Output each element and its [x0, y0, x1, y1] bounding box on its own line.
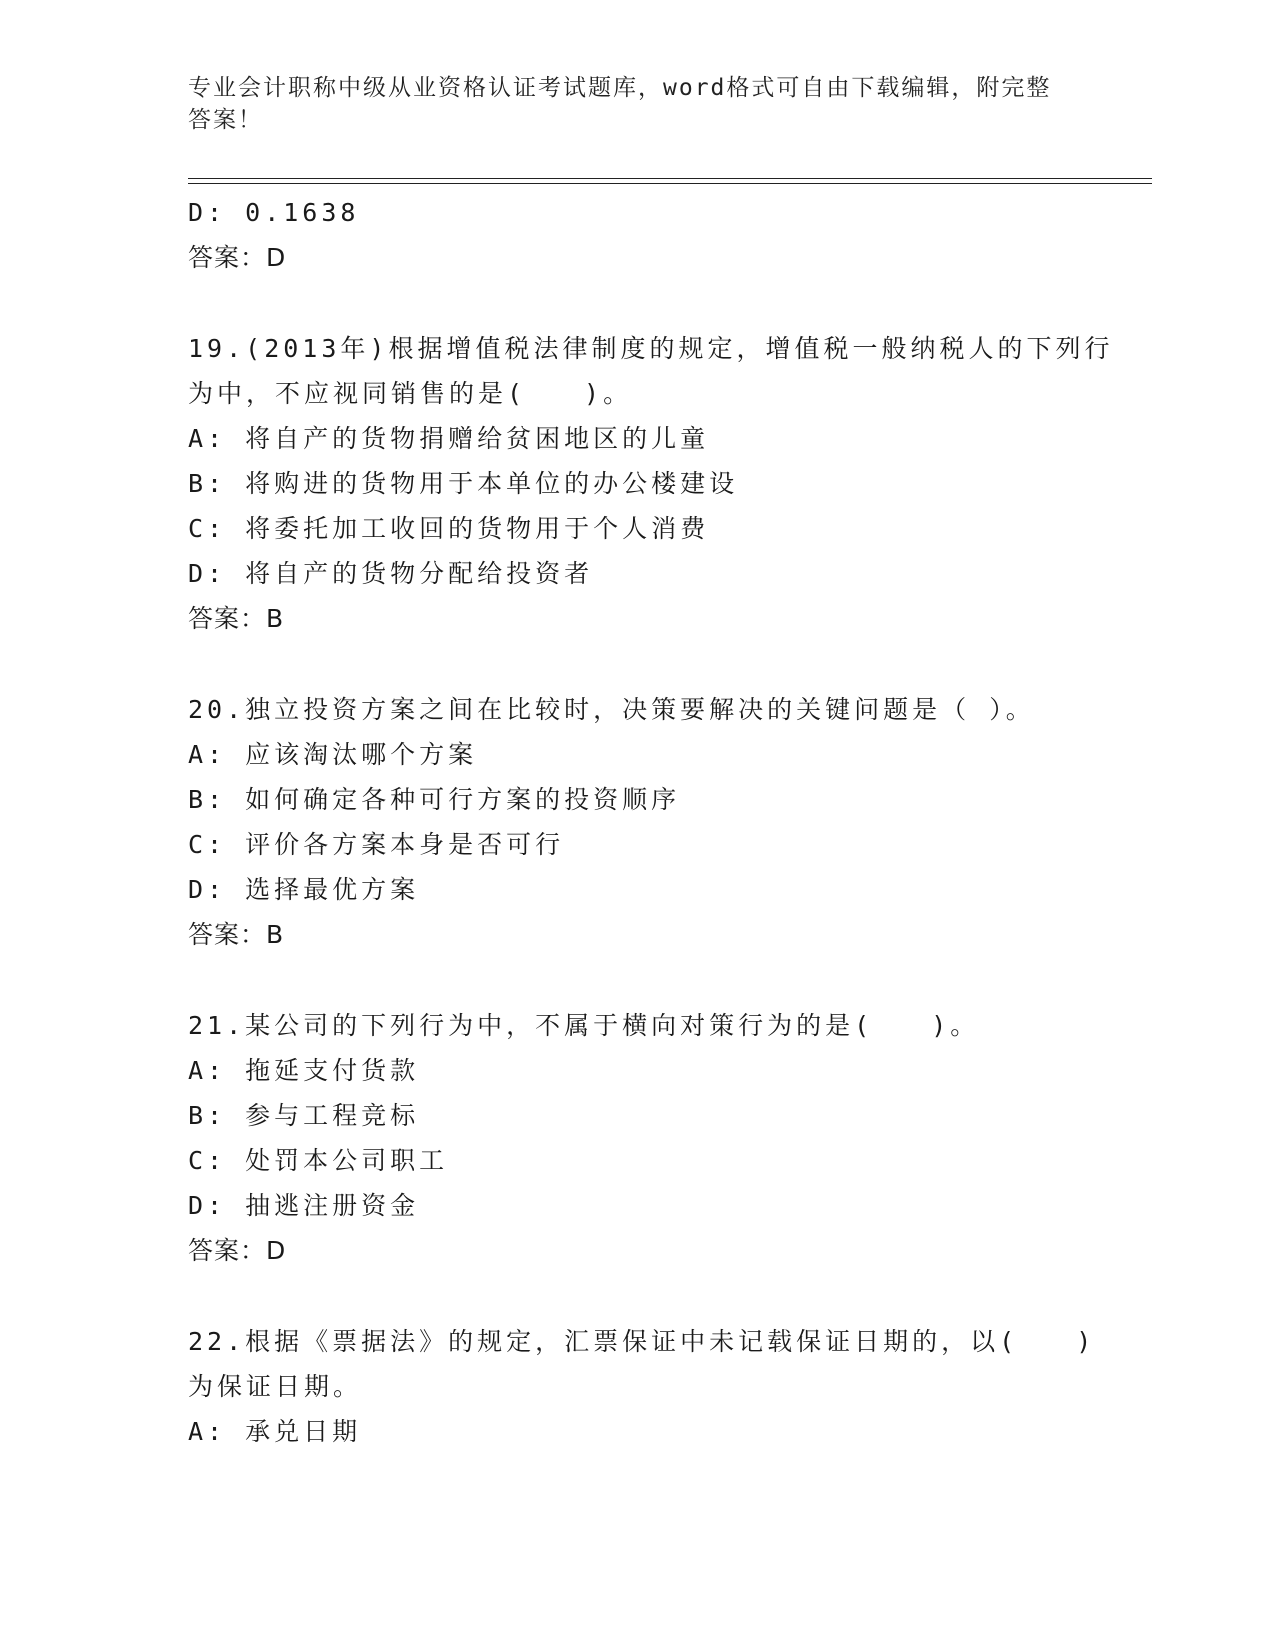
option-a: A: 拖延支付货款 [188, 1056, 420, 1085]
question-stem: 21.某公司的下列行为中，不属于横向对策行为的是( )。 [188, 1011, 980, 1040]
option-a: A: 承兑日期 [188, 1417, 362, 1446]
question-22 [188, 1319, 1118, 1454]
question-stem: 20.独立投资方案之间在比较时，决策要解决的关键问题是（ ）。 [188, 695, 1035, 724]
header-divider-bottom [188, 183, 1152, 184]
option-a: A: 应该淘汰哪个方案 [188, 740, 478, 769]
question-stem: 22.根据《票据法》的规定，汇票保证中未记载保证日期的，以( )为保证日期。 [188, 1327, 1096, 1401]
spacer [188, 280, 1118, 326]
answer-line: 答案：D [188, 1236, 287, 1265]
spacer [188, 957, 1118, 1003]
option-d: D: 将自产的货物分配给投资者 [188, 559, 594, 588]
option-c: C: 处罚本公司职工 [188, 1146, 449, 1175]
document-header [188, 72, 1068, 136]
option-b: B: 参与工程竞标 [188, 1101, 420, 1130]
spacer [188, 641, 1118, 687]
answer-line: 答案：B [188, 604, 285, 633]
question-stem: 19.(2013年)根据增值税法律制度的规定，增值税一般纳税人的下列行为中，不应视同销售的是( )。 [188, 334, 1114, 408]
answer-line: 答案：B [188, 920, 285, 949]
option-d: D: 0.1638 [188, 198, 360, 227]
option-a: A: 将自产的货物捐赠给贫困地区的儿童 [188, 424, 710, 453]
option-d: D: 选择最优方案 [188, 875, 420, 904]
document-body [188, 190, 1118, 1454]
answer-line: 答案：D [188, 243, 287, 272]
question-21 [188, 1003, 1118, 1273]
option-c: C: 将委托加工收回的货物用于个人消费 [188, 514, 710, 543]
option-c: C: 评价各方案本身是否可行 [188, 830, 565, 859]
option-b: B: 如何确定各种可行方案的投资顺序 [188, 785, 681, 814]
header-text: 专业会计职称中级从业资格认证考试题库，word格式可自由下载编辑，附完整答案！ [188, 75, 1052, 133]
header-divider-top [188, 178, 1152, 179]
spacer [188, 1273, 1118, 1319]
previous-question-tail [188, 190, 1118, 280]
option-b: B: 将购进的货物用于本单位的办公楼建设 [188, 469, 739, 498]
option-d: D: 抽逃注册资金 [188, 1191, 420, 1220]
question-19 [188, 326, 1118, 641]
question-20 [188, 687, 1118, 957]
